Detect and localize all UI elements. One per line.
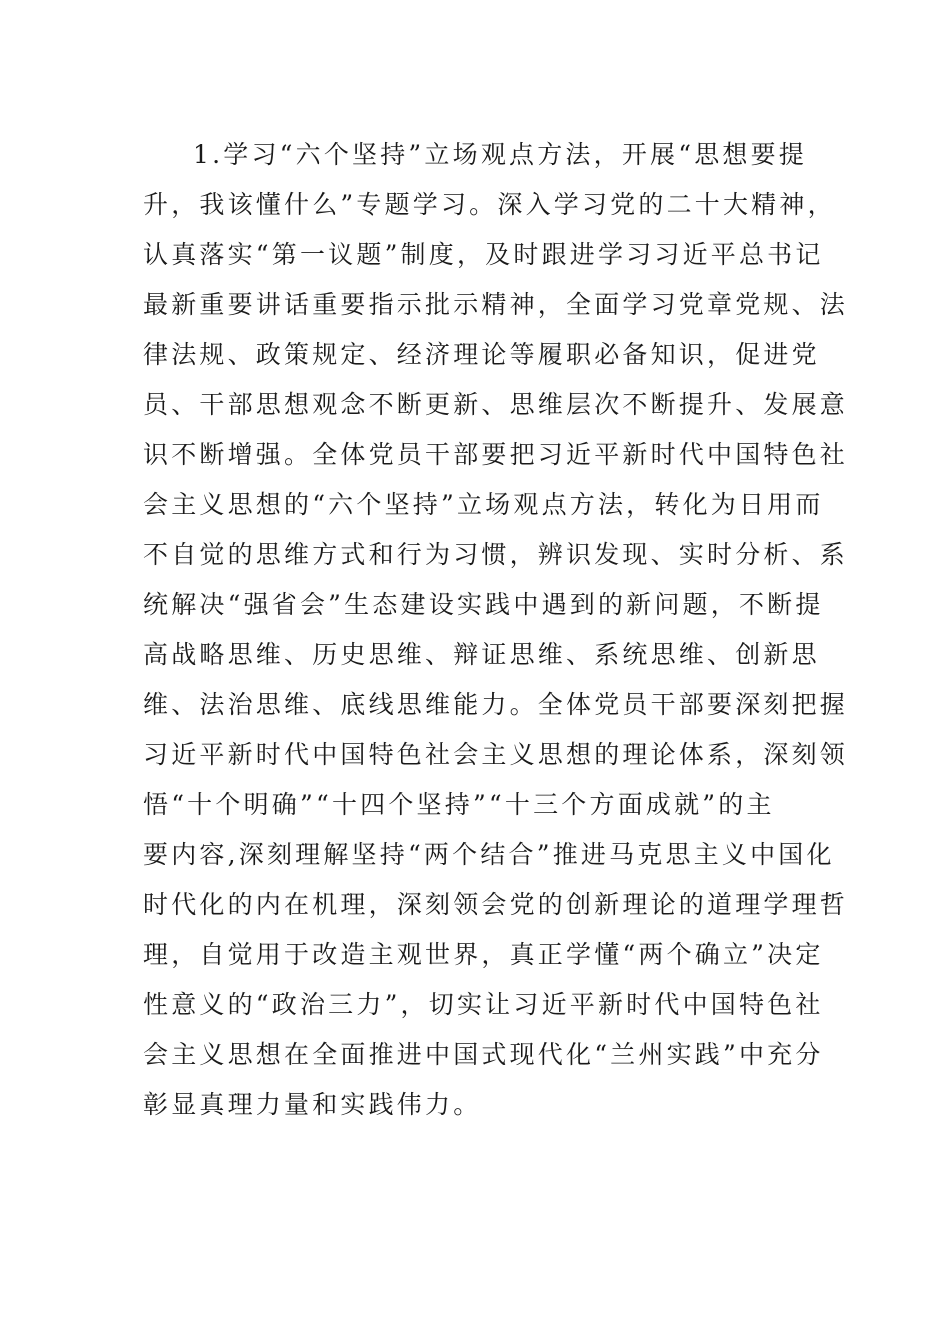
- body-paragraph: [143, 130, 849, 1130]
- paragraph-line: 会主义思想在全面推进中国式现代化“兰州实践”中充分: [143, 1040, 824, 1069]
- paragraph-line: 彰显真理力量和实践伟力。: [143, 1090, 482, 1119]
- paragraph-line: 会主义思想的“六个坚持”立场观点方法，转化为日用而: [143, 490, 824, 519]
- paragraph-line: 要内容,深刻理解坚持“两个结合”推进马克思主义中国化: [143, 840, 835, 869]
- paragraph-line: 1.学习“六个坚持”立场观点方法，开展“思想要提: [193, 140, 807, 169]
- paragraph-line: 悟“十个明确”“十四个坚持”“十三个方面成就”的主: [143, 790, 775, 819]
- paragraph-line: 认真落实“第一议题”制度，及时跟进学习习近平总书记: [143, 240, 824, 269]
- paragraph-line: 高战略思维、历史思维、辩证思维、系统思维、创新思: [143, 640, 820, 669]
- paragraph-line: 统解决“强省会”生态建设实践中遇到的新问题，不断提: [143, 590, 824, 619]
- paragraph-line: 维、法治思维、底线思维能力。全体党员干部要深刻把握: [143, 690, 849, 719]
- paragraph-line: 律法规、政策规定、经济理论等履职必备知识，促进党: [143, 340, 820, 369]
- paragraph-line: 习近平新时代中国特色社会主义思想的理论体系，深刻领: [143, 740, 849, 769]
- paragraph-line: 性意义的“政治三力”，切实让习近平新时代中国特色社: [143, 990, 824, 1019]
- paragraph-line: 时代化的内在机理，深刻领会党的创新理论的道理学理哲: [143, 890, 849, 919]
- paragraph-line: 最新重要讲话重要指示批示精神，全面学习党章党规、法: [143, 290, 849, 319]
- paragraph-line: 员、干部思想观念不断更新、思维层次不断提升、发展意: [143, 390, 849, 419]
- paragraph-line: 识不断增强。全体党员干部要把习近平新时代中国特色社: [143, 440, 849, 469]
- paragraph-line: 理，自觉用于改造主观世界，真正学懂“两个确立”决定: [143, 940, 824, 969]
- paragraph-line: 不自觉的思维方式和行为习惯，辨识发现、实时分析、系: [143, 540, 849, 569]
- paragraph-line: 升，我该懂什么”专题学习。深入学习党的二十大精神，: [143, 190, 836, 219]
